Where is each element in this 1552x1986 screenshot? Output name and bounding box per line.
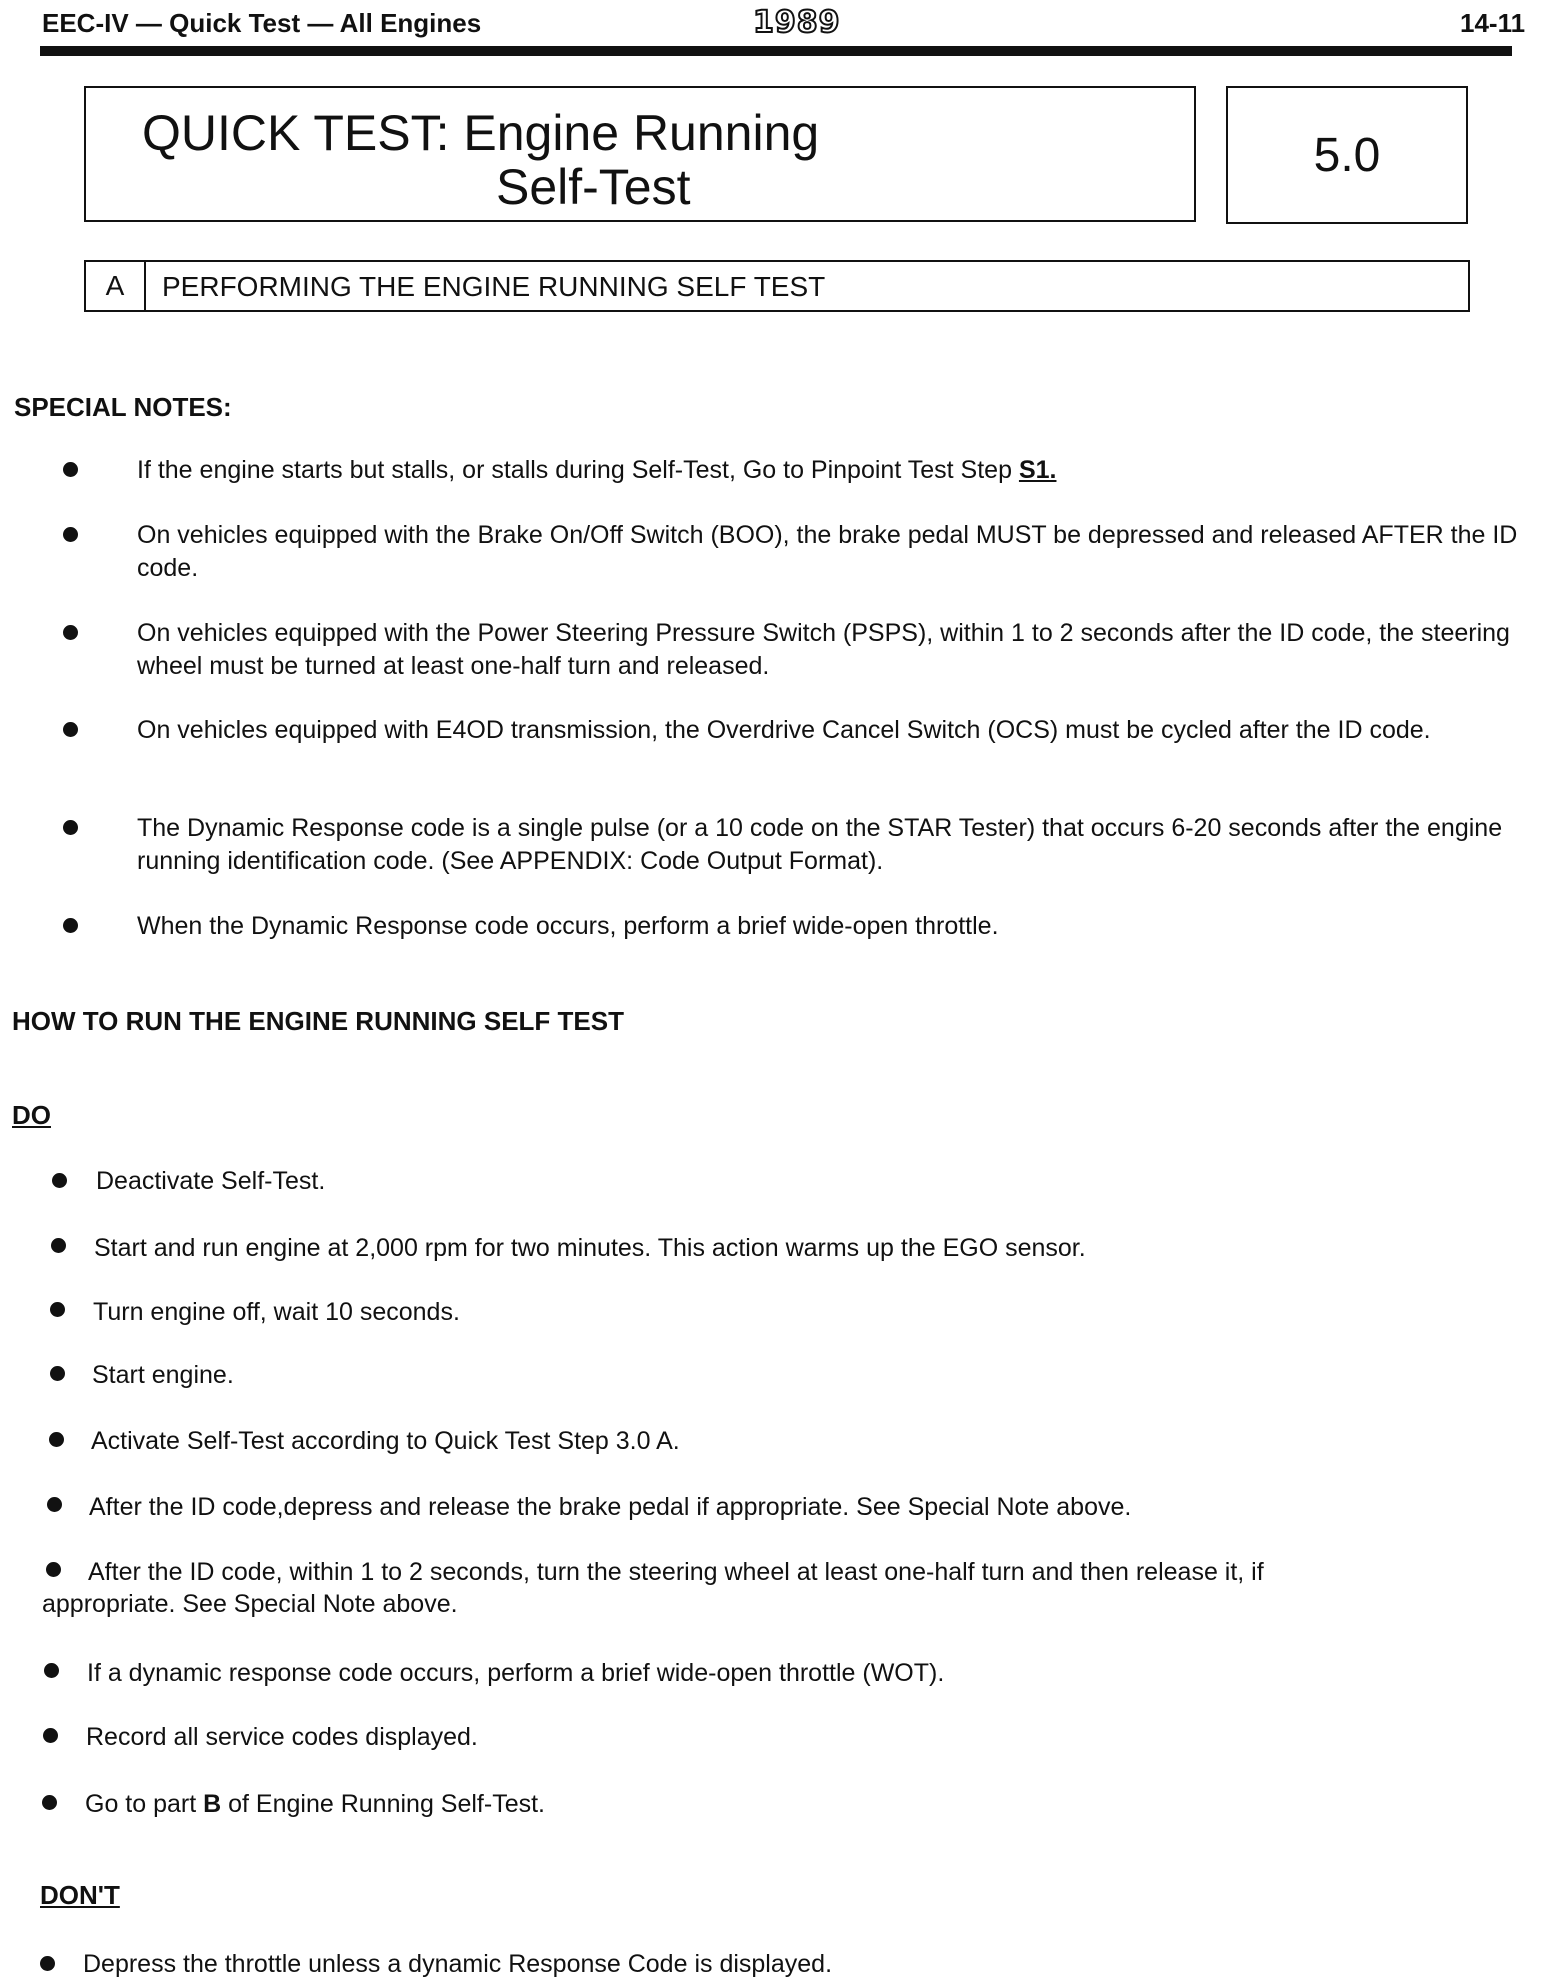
section-number-box xyxy=(1226,86,1468,224)
special-note: On vehicles equipped with the Power Steering Pressure Switch (PSPS), within 1 to 2 seconds after the ID code, the steering wheel must be turned at least one-half turn and released. xyxy=(137,619,1510,680)
do-item: After the ID code,depress and release the brake pedal if appropriate. See Special Note above. xyxy=(89,1493,1132,1521)
special-note: On vehicles equipped with the Brake On/Off Switch (BOO), the brake pedal MUST be depressed and released AFTER the ID code. xyxy=(137,521,1518,582)
bullet-icon xyxy=(50,1302,65,1317)
bullet-icon xyxy=(63,918,78,933)
do-item: Go to part B of Engine Running Self-Test. xyxy=(85,1790,545,1818)
do-item-continuation: appropriate. See Special Note above. xyxy=(42,1590,458,1618)
bullet-icon xyxy=(51,1238,66,1253)
do-heading: DO xyxy=(12,1100,51,1130)
special-note: On vehicles equipped with E4OD transmission, the Overdrive Cancel Switch (OCS) must be cycled after the ID code. xyxy=(137,716,1431,744)
bullet-icon xyxy=(63,625,78,640)
do-item: Record all service codes displayed. xyxy=(86,1723,478,1751)
special-note: If the engine starts but stalls, or stalls during Self-Test, Go to Pinpoint Test Step S1. xyxy=(137,456,1057,484)
how-to-heading: HOW TO RUN THE ENGINE RUNNING SELF TEST xyxy=(12,1006,624,1036)
bullet-icon xyxy=(63,527,78,542)
do-item: Turn engine off, wait 10 seconds. xyxy=(93,1298,460,1326)
do-item: Deactivate Self-Test. xyxy=(96,1167,326,1195)
page-number: 14-11 xyxy=(1460,8,1526,38)
bullet-icon xyxy=(42,1795,57,1810)
do-item: Start and run engine at 2,000 rpm for two minutes. This action warms up the EGO sensor. xyxy=(94,1234,1086,1262)
bullet-icon xyxy=(44,1663,59,1678)
do-item: Activate Self-Test according to Quick Test Step 3.0 A. xyxy=(91,1427,680,1455)
bullet-icon xyxy=(49,1432,64,1447)
header-rule xyxy=(40,46,1512,56)
bullet-icon xyxy=(47,1497,62,1512)
dont-item: Depress the throttle unless a dynamic Response Code is displayed. xyxy=(83,1950,833,1978)
running-header-title: EEC-IV — Quick Test — All Engines xyxy=(42,8,482,38)
do-item: Start engine. xyxy=(92,1361,234,1389)
step-header xyxy=(84,260,1470,312)
bullet-icon xyxy=(52,1173,67,1188)
do-item: After the ID code, within 1 to 2 seconds, turn the steering wheel at least one-half turn and then release it, if xyxy=(88,1558,1264,1586)
bullet-icon xyxy=(63,462,78,477)
running-header-year: 1989 xyxy=(753,5,841,40)
bullet-icon xyxy=(46,1562,61,1577)
pinpoint-step-link[interactable]: S1. xyxy=(1018,456,1057,484)
dont-heading: DON'T xyxy=(40,1880,120,1910)
section-number: 5.0 xyxy=(1313,128,1381,182)
step-title: PERFORMING THE ENGINE RUNNING SELF TEST xyxy=(162,271,826,302)
title-line-2: Self-Test xyxy=(496,159,691,215)
special-notes-heading: SPECIAL NOTES: xyxy=(14,392,232,422)
bullet-icon xyxy=(40,1956,55,1971)
title-box xyxy=(84,86,1196,222)
title-line-1: QUICK TEST: Engine Running xyxy=(142,105,820,161)
bullet-icon xyxy=(43,1728,58,1743)
do-item: If a dynamic response code occurs, perform a brief wide-open throttle (WOT). xyxy=(87,1659,945,1687)
bullet-icon xyxy=(63,722,78,737)
bullet-icon xyxy=(63,820,78,835)
special-note: The Dynamic Response code is a single pulse (or a 10 code on the STAR Tester) that occurs 6-20 seconds after the engine running identification code. (See APPENDIX: Code Output Format). xyxy=(137,814,1503,875)
step-letter: A xyxy=(86,262,146,310)
special-note: When the Dynamic Response code occurs, perform a brief wide-open throttle. xyxy=(137,912,999,940)
bullet-icon xyxy=(50,1366,65,1381)
